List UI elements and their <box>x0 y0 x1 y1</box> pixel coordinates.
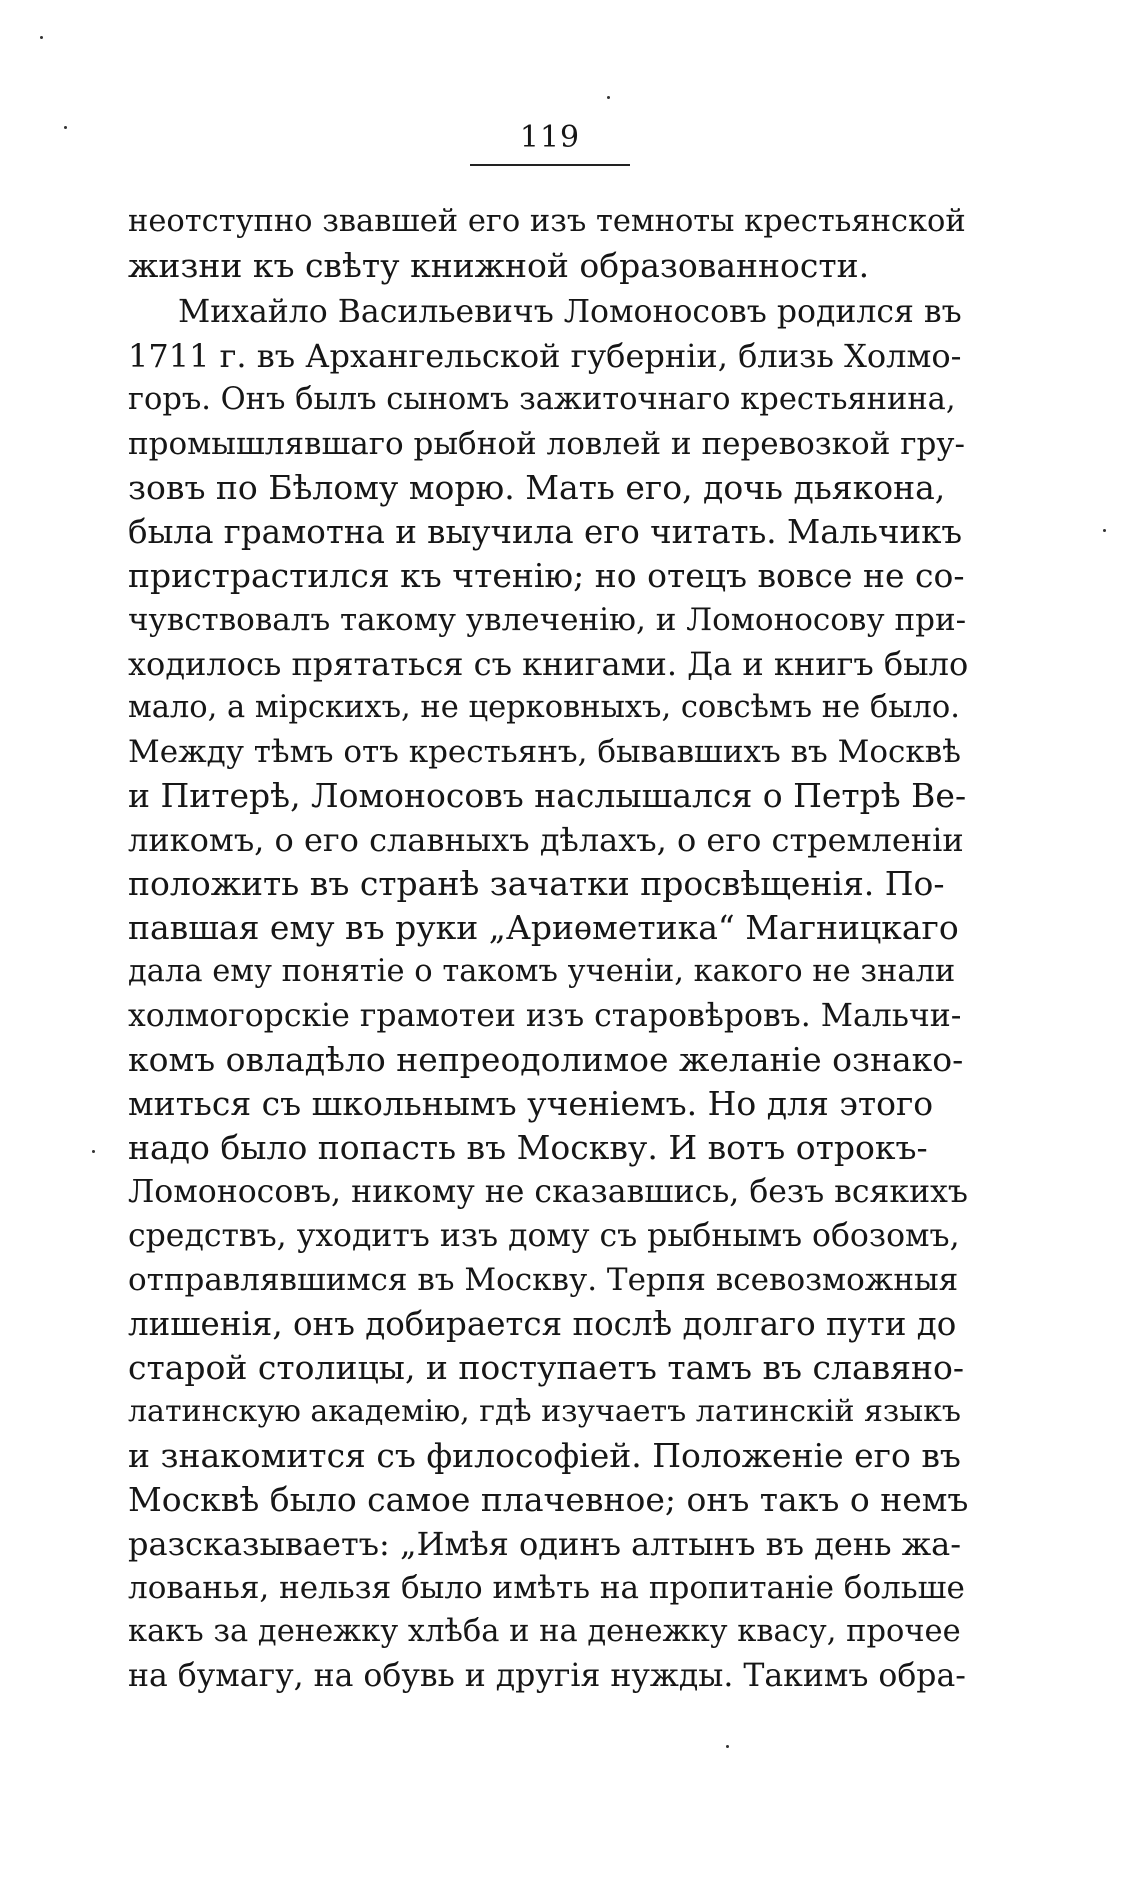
page-number-rule <box>470 164 630 166</box>
text-line: и знакомится съ философіей. Положеніе его въ <box>128 1436 961 1475</box>
text-line: мало, а мірскихъ, не церковныхъ, совсѣмъ не было. <box>128 690 960 725</box>
scan-speck <box>1103 529 1106 532</box>
text-line: комъ овладѣло непреодолимое желаніе ознако- <box>128 1040 964 1079</box>
text-line: положить въ странѣ зачатки просвѣщенія. По- <box>128 864 945 903</box>
text-line: на бумагу, на обувь и другія нужды. Такимъ обра- <box>128 1658 966 1694</box>
body-text <box>128 200 968 1698</box>
text-line: неотступно звавшей его изъ темноты крестьянской <box>128 204 966 239</box>
text-line: павшая ему въ руки „Ариѳметика“ Магницкаго <box>128 908 959 947</box>
text-line: лишенія, онъ добирается послѣ долгаго пути до <box>128 1305 957 1343</box>
scan-speck <box>40 36 43 39</box>
scan-speck <box>92 1150 95 1153</box>
scan-speck <box>726 1745 729 1748</box>
text-line: надо было попасть въ Москву. И вотъ отрокъ- <box>128 1128 928 1167</box>
text-line: разсказываетъ: „Имѣя одинъ алтынъ въ день жа- <box>128 1525 962 1563</box>
page-number: 119 <box>519 120 581 155</box>
text-line: дала ему понятіе о такомъ ученіи, какого не знали <box>128 954 956 989</box>
text-line: Ломоносовъ, никому не сказавшись, безъ всякихъ <box>128 1174 968 1210</box>
text-line: жизни къ свѣту книжной образованности. <box>128 246 870 285</box>
text-line: горъ. Онъ былъ сыномъ зажиточнаго крестьянина, <box>128 382 956 417</box>
text-line: старой столицы, и поступаетъ тамъ въ славяно- <box>128 1348 965 1387</box>
text-line: промышлявшаго рыбной ловлей и перевозкой гру- <box>128 426 966 462</box>
text-line: 1711 г. въ Архангельской губерніи, близь Холмо- <box>128 337 962 375</box>
text-line: пристрастился къ чтенію; но отецъ вовсе не со- <box>128 556 965 595</box>
scan-speck <box>64 126 67 129</box>
text-line: ликомъ, о его славныхъ дѣлахъ, о его стремленіи <box>128 821 964 859</box>
text-line: ходилось прятаться съ книгами. Да и книгъ было <box>128 645 969 683</box>
paragraph-start-line: Михайло Васильевичъ Ломоносовъ родился въ <box>178 294 962 330</box>
text-line: миться съ школьнымъ ученіемъ. Но для этого <box>128 1084 934 1123</box>
text-line: зовъ по Бѣлому морю. Мать его, дочь дьякона, <box>128 468 946 507</box>
text-line: холмогорскіе грамотеи изъ старовѣровъ. Мальчи- <box>128 998 962 1034</box>
text-line: латинскую академію, гдѣ изучаетъ латинскій языкъ <box>128 1394 961 1429</box>
text-line: была грамотна и выучила его читать. Мальчикъ <box>128 513 963 551</box>
text-line: Москвѣ было самое плачевное; онъ такъ о немъ <box>128 1480 969 1519</box>
text-line: лованья, нельзя было имѣть на пропитаніе больше <box>128 1570 965 1606</box>
text-line: отправлявшимся въ Москву. Терпя всевозможныя <box>128 1262 959 1298</box>
text-line: средствъ, уходитъ изъ дому съ рыбнымъ обозомъ, <box>128 1218 960 1254</box>
text-line: чувствовалъ такому увлеченію, и Ломоносову при- <box>128 602 967 638</box>
scan-speck <box>607 96 610 99</box>
text-line: какъ за денежку хлѣба и на денежку квасу, прочее <box>128 1614 961 1649</box>
text-line: Между тѣмъ отъ крестьянъ, бывавшихъ въ Москвѣ <box>128 734 961 770</box>
text-line: и Питерѣ, Ломоносовъ наслышался о Петрѣ Ве- <box>128 776 967 815</box>
